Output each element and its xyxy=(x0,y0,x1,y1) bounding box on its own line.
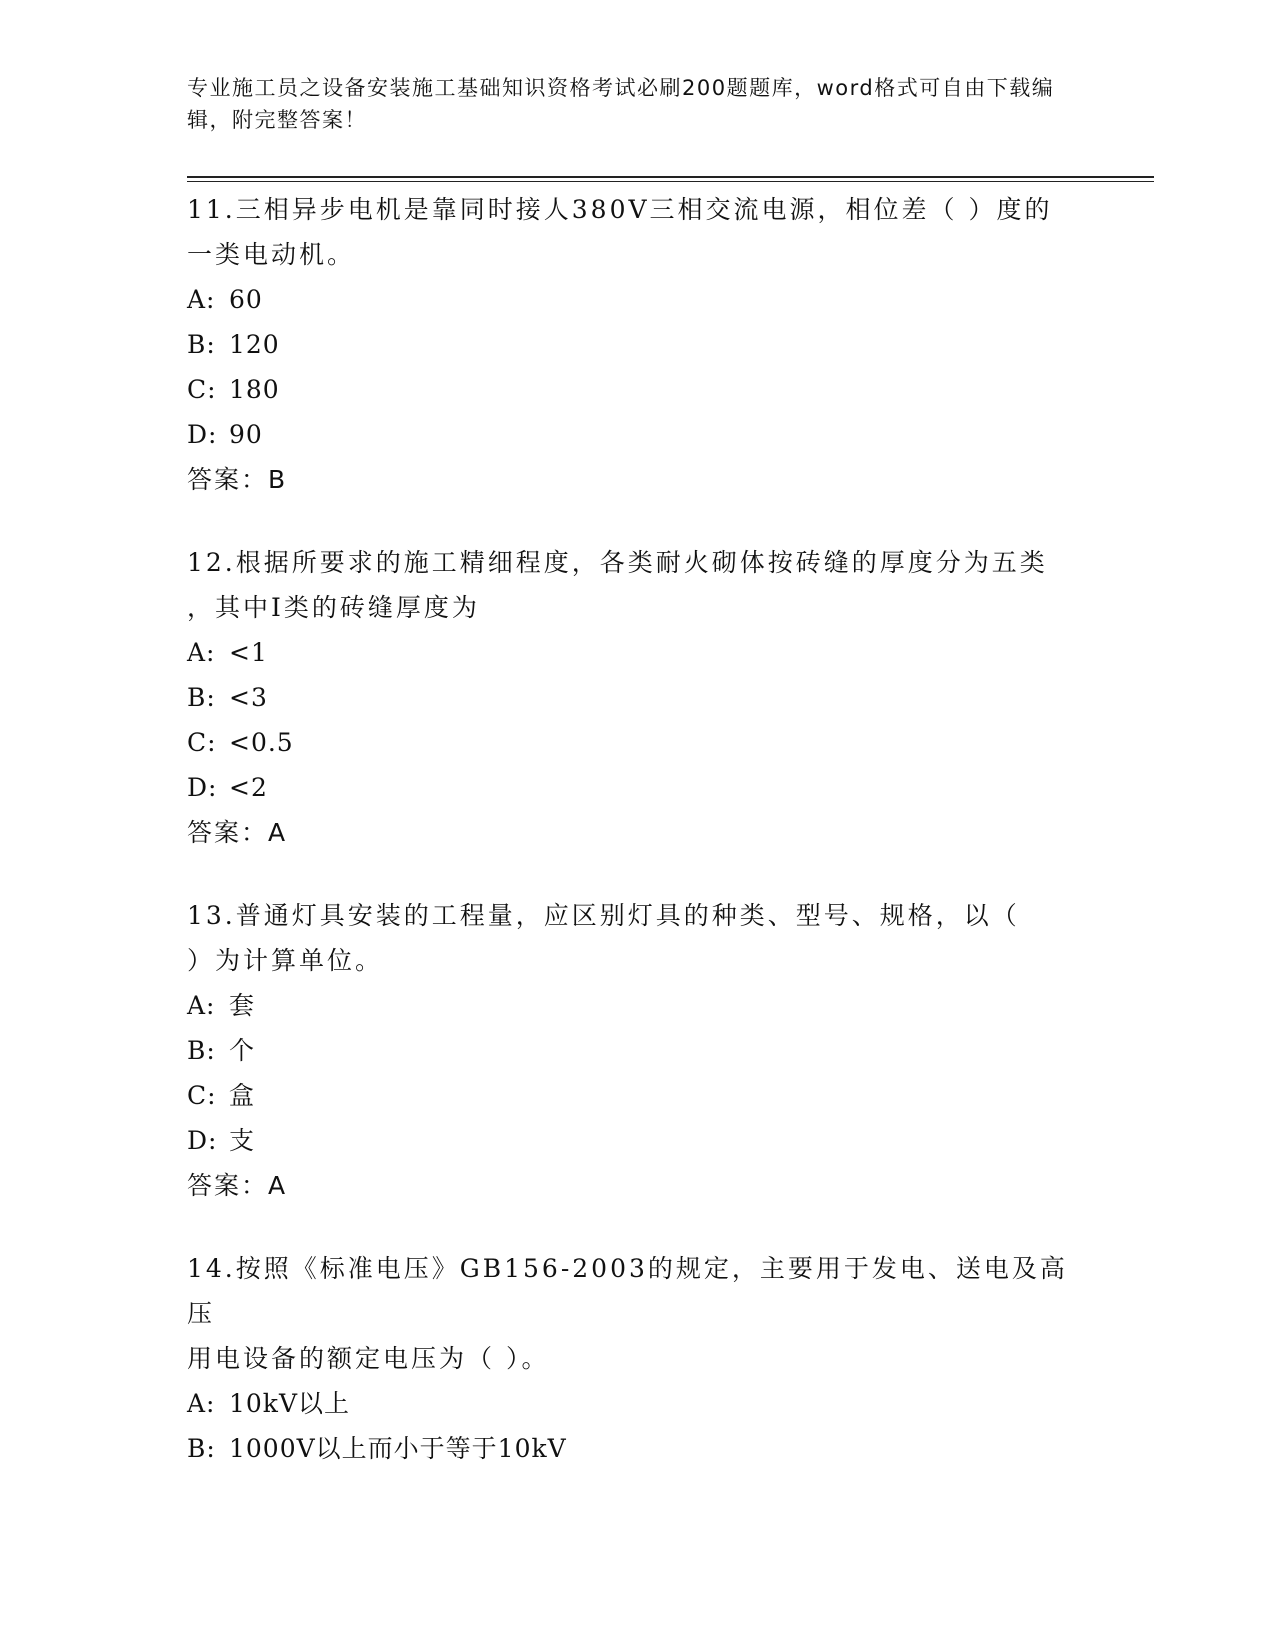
option-key: B: xyxy=(187,330,216,359)
header-divider-thin xyxy=(187,181,1154,182)
question-11 xyxy=(187,187,1087,502)
option-text: 180 xyxy=(229,375,280,404)
option-a xyxy=(187,277,1087,322)
option-a xyxy=(187,1381,1087,1426)
option-text: <0.5 xyxy=(229,728,294,757)
answer-label: 答案：B xyxy=(187,465,288,494)
option-key: B: xyxy=(187,1434,216,1463)
question-12 xyxy=(187,540,1087,855)
option-text: <2 xyxy=(229,773,268,802)
question-stem-continued: ，其中I类的砖缝厚度为 xyxy=(187,593,480,622)
option-key: A: xyxy=(187,285,216,314)
option-text: 盒 xyxy=(229,1081,256,1110)
option-text: 10kV以上 xyxy=(229,1389,351,1418)
answer-label: 答案：A xyxy=(187,818,288,847)
option-key: A: xyxy=(187,991,216,1020)
question-stem: 12.根据所要求的施工精细程度，各类耐火砌体按砖缝的厚度分为五类 xyxy=(187,548,1048,577)
question-stem-continued: 一类电动机。 xyxy=(187,240,356,269)
option-text: 套 xyxy=(229,991,256,1020)
option-c xyxy=(187,1073,1087,1118)
option-text: 个 xyxy=(229,1036,256,1065)
question-stem: 13.普通灯具安装的工程量，应区别灯具的种类、型号、规格，以（ xyxy=(187,901,1020,930)
option-key: A: xyxy=(187,1389,216,1418)
option-d xyxy=(187,412,1087,457)
option-c xyxy=(187,720,1087,765)
option-text: 60 xyxy=(229,285,263,314)
option-d xyxy=(187,1118,1087,1163)
option-d xyxy=(187,765,1087,810)
option-key: D: xyxy=(187,420,218,449)
option-key: B: xyxy=(187,683,216,712)
option-key: B: xyxy=(187,1036,216,1065)
answer-label: 答案：A xyxy=(187,1171,288,1200)
question-stem: 14.按照《标准电压》GB156-2003的规定，主要用于发电、送电及高压 xyxy=(187,1254,1068,1328)
option-key: A: xyxy=(187,638,216,667)
option-text: <3 xyxy=(229,683,268,712)
option-a xyxy=(187,983,1087,1028)
option-key: D: xyxy=(187,1126,218,1155)
option-b xyxy=(187,1028,1087,1073)
option-text: <1 xyxy=(229,638,268,667)
option-key: C: xyxy=(187,728,217,757)
header-divider-thick xyxy=(187,176,1154,178)
option-key: C: xyxy=(187,375,217,404)
question-stem-continued: ）为计算单位。 xyxy=(187,946,384,975)
option-text: 支 xyxy=(229,1126,256,1155)
option-text: 90 xyxy=(229,420,263,449)
option-text: 120 xyxy=(229,330,280,359)
question-stem-continued: 用电设备的额定电压为（ ）。 xyxy=(187,1344,550,1373)
option-text: 1000V以上而小于等于10kV xyxy=(229,1434,567,1463)
document-header: 专业施工员之设备安装施工基础知识资格考试必刷200题题库，word格式可自由下载编辑，附完整答案！ xyxy=(187,76,1055,132)
option-b xyxy=(187,322,1087,367)
option-c xyxy=(187,367,1087,412)
option-a xyxy=(187,630,1087,675)
option-b xyxy=(187,675,1087,720)
question-13 xyxy=(187,893,1087,1208)
option-key: D: xyxy=(187,773,218,802)
option-b xyxy=(187,1426,1087,1471)
option-key: C: xyxy=(187,1081,217,1110)
question-list xyxy=(187,187,1087,1509)
question-14 xyxy=(187,1246,1087,1471)
question-stem: 11.三相异步电机是靠同时接人380V三相交流电源，相位差（ ）度的 xyxy=(187,195,1053,224)
